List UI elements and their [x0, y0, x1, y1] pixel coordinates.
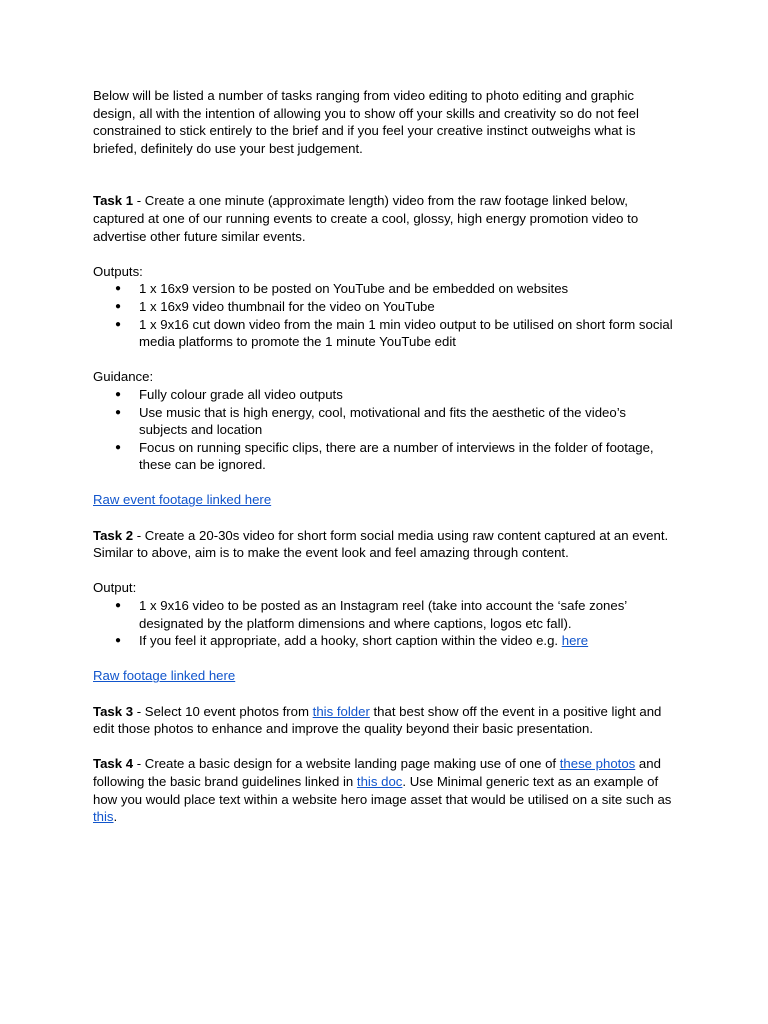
raw-footage-link[interactable]: Raw footage linked here	[93, 668, 236, 684]
list-item: ● 1 x 9x16 cut down video from the main 1 min video output to be utilised on short form social media platforms to promote the 1 minute YouTube edit	[93, 316, 678, 351]
task4-text-end: .	[113, 809, 118, 825]
list-item: ● Focus on running specific clips, there are a number of interviews in the folder of footage, these can be ignored.	[93, 439, 678, 474]
task1-label: Task 1	[93, 193, 134, 209]
task4-text-middle: and following the basic brand guidelines linked in	[93, 756, 661, 789]
task4-label: Task 4	[93, 756, 134, 772]
task2-label: Task 2	[93, 527, 134, 543]
task1-guidance-heading: Guidance:	[93, 369, 154, 385]
task1-paragraph	[93, 192, 678, 245]
task2-output-heading: Output:	[93, 580, 137, 596]
task1-guidance-list	[93, 386, 678, 474]
document-body	[93, 87, 678, 826]
these-photos-link[interactable]: these photos	[559, 756, 636, 772]
task2-output-list	[93, 597, 678, 650]
task3-text-after: that best show off the event in a positive light and edit those photos to enhance and improve the quality beyond their basic presentation.	[93, 703, 662, 737]
task1-outputs-list	[93, 280, 678, 350]
brand-guidelines-doc-link[interactable]: this doc	[356, 773, 403, 789]
intro-paragraph: Below will be listed a number of tasks ranging from video editing to photo editing and graphic design, all with the intention of allowing you to show off your skills and creativity so do not feel constrained to stick entirely to the brief and if you feel your creative instinct outweighs what is briefed, definitely do use your best judgement.	[93, 88, 639, 156]
caption-text: If you feel it appropriate, add a hooky, short caption within the video e.g.	[139, 633, 562, 649]
task1-outputs-heading: Outputs:	[93, 263, 143, 279]
list-item: ● Use music that is high energy, cool, motivational and fits the aesthetic of the video’s subjects and location	[93, 404, 678, 439]
task2-text: - Create a 20-30s video for short form social media using raw content captured at an event. Similar to above, aim is to make the event look and feel amazing through content.	[93, 527, 669, 561]
example-site-link[interactable]: this	[93, 809, 114, 825]
list-item	[93, 632, 678, 650]
list-item: ● 1 x 16x9 version to be posted on YouTube and be embedded on websites	[93, 280, 678, 298]
list-item: ● Fully colour grade all video outputs	[93, 386, 678, 404]
list-item: ● 1 x 9x16 video to be posted as an Instagram reel (take into account the ‘safe zones’ designated by the platform dimensions and where captions, logos etc fall).	[93, 597, 678, 632]
list-item: ● 1 x 16x9 video thumbnail for the video on YouTube	[93, 298, 678, 316]
raw-event-footage-link[interactable]: Raw event footage linked here	[93, 492, 272, 508]
task1-text: - Create a one minute (approximate length) video from the raw footage linked below, captured at one of our running events to create a cool, glossy, high energy promotion video to advertise other future similar events.	[93, 193, 639, 244]
task3-label: Task 3	[93, 703, 134, 719]
task4-paragraph	[93, 755, 678, 825]
task4-text-after: . Use Minimal generic text as an example of how you would place text within a website hero image asset that would be utilised on a site such as	[93, 773, 672, 807]
task4-text-before: - Create a basic design for a website landing page making use of one of	[133, 756, 560, 772]
task3-text-before: - Select 10 event photos from	[133, 703, 313, 719]
task2-paragraph	[93, 527, 678, 562]
event-photos-folder-link[interactable]: this folder	[312, 703, 370, 719]
task3-paragraph	[93, 703, 678, 738]
caption-example-link[interactable]: here	[561, 633, 589, 649]
